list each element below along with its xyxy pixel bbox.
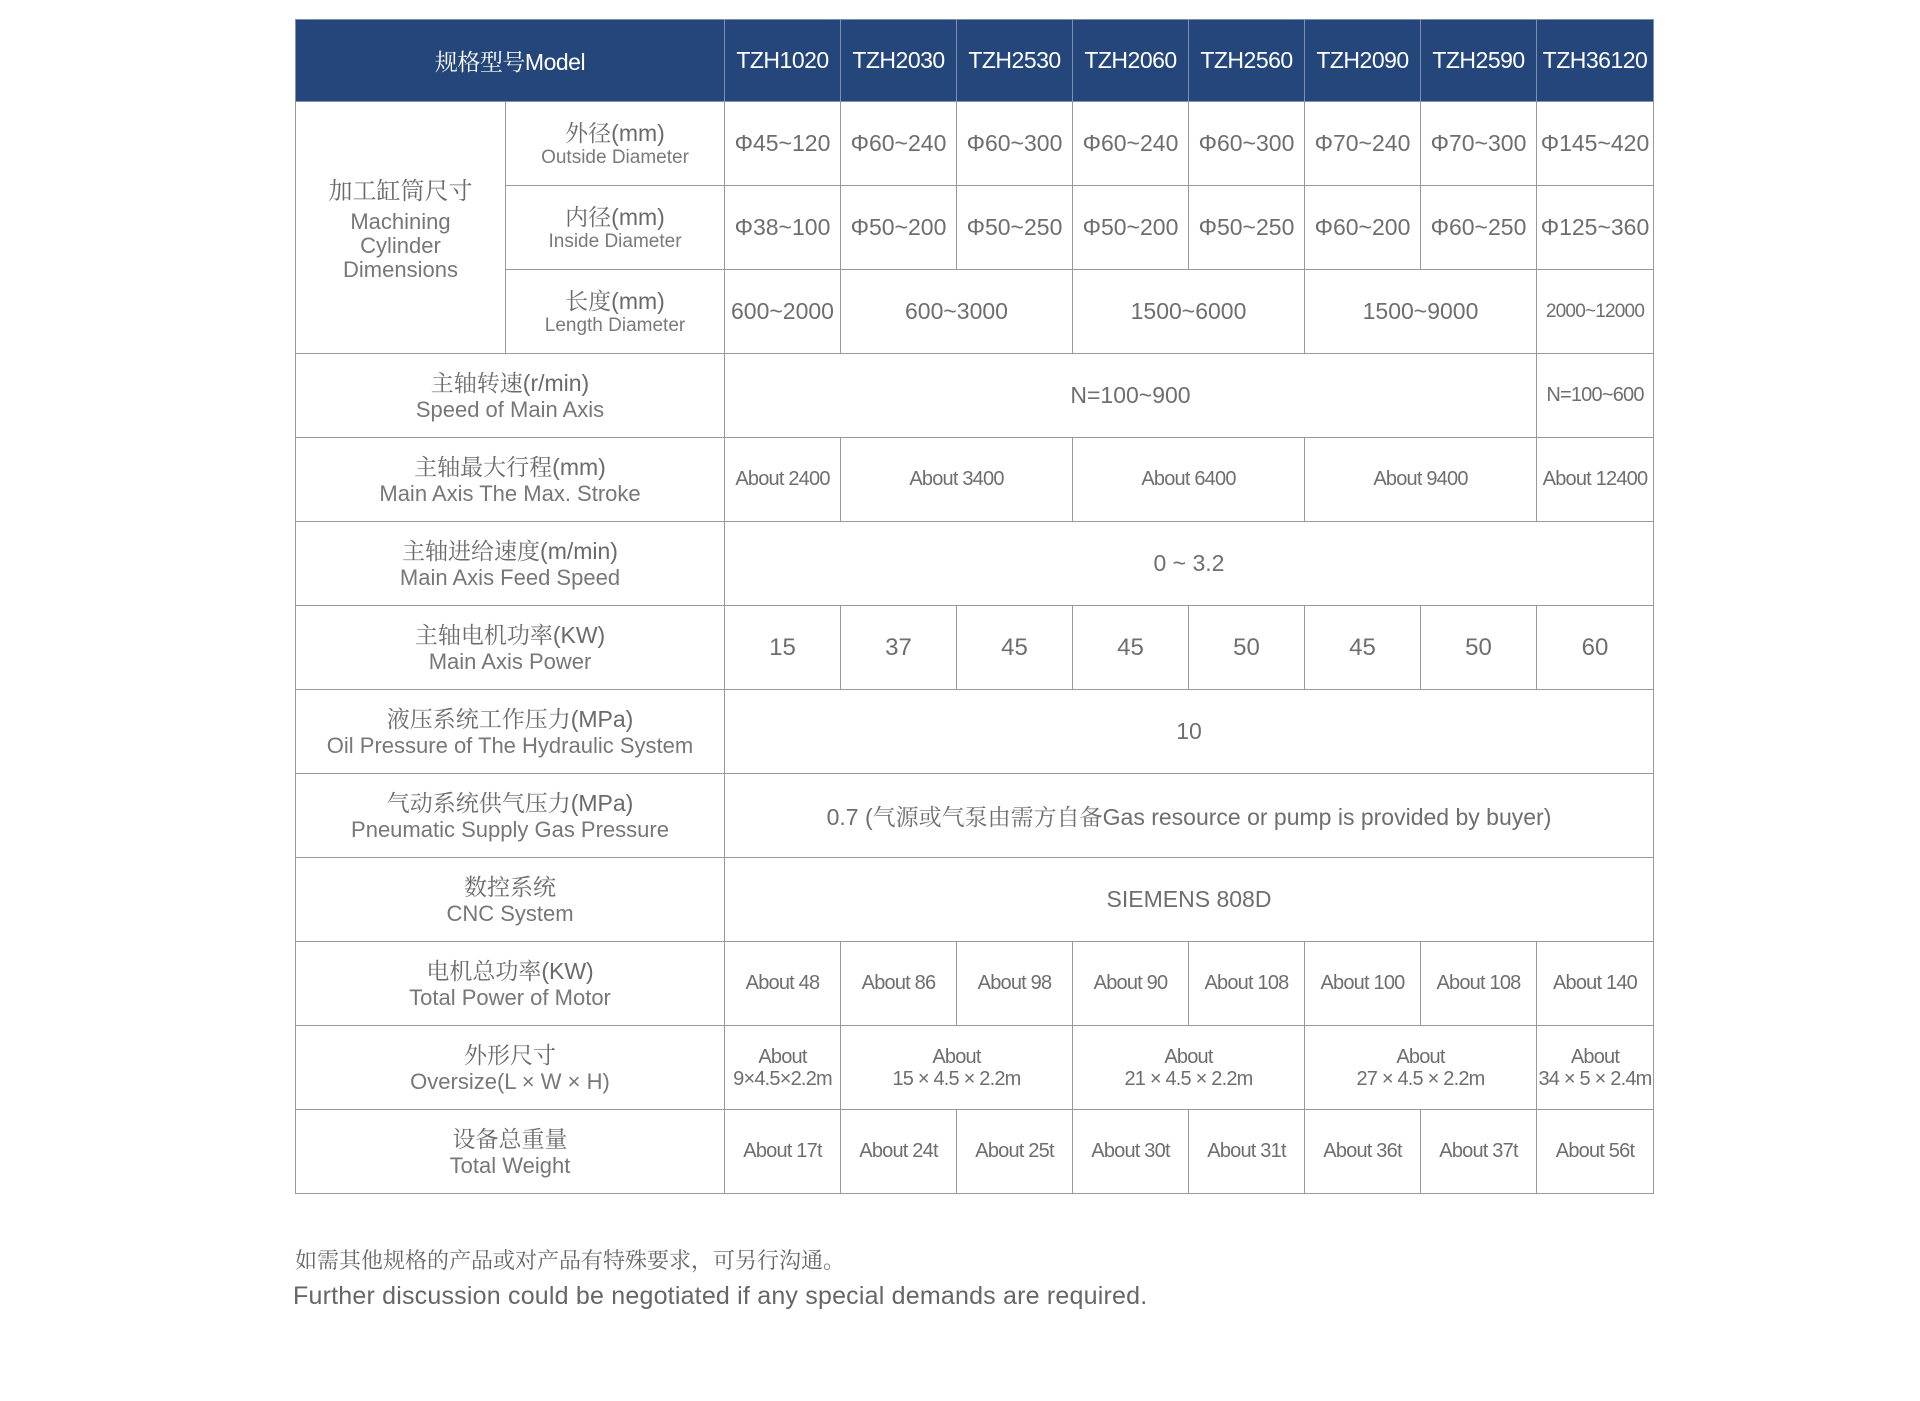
header-model-name: TZH2030	[841, 20, 957, 102]
group-label-en: Dimensions	[343, 256, 458, 282]
table-cell: About 3400	[841, 438, 1073, 522]
table-cell: Φ45~120	[725, 102, 841, 186]
row-label-zh: 液压系统工作压力(MPa)	[386, 705, 634, 732]
row-label-zh: 外径(mm)	[565, 119, 665, 146]
row-label-zh: 气动系统供气压力(MPa)	[386, 789, 634, 816]
table-cell: About 56t	[1537, 1110, 1654, 1194]
oversize-about: About	[758, 1045, 807, 1068]
row-label-zh: 数控系统	[464, 873, 556, 900]
total-weight-label	[296, 1110, 725, 1194]
feed-speed-label	[296, 522, 725, 606]
group-label-en: Cylinder	[360, 232, 441, 258]
total-power-label	[296, 942, 725, 1026]
table-cell: About 140	[1537, 942, 1654, 1026]
header-model-name: TZH2090	[1305, 20, 1421, 102]
stroke-label	[296, 438, 725, 522]
footnote-zh: 如需其他规格的产品或对产品有特殊要求，可另行沟通。	[295, 1248, 846, 1273]
table-cell: About 24t	[841, 1110, 957, 1194]
table-cell: 45	[1073, 606, 1189, 690]
row-label-zh: 内径(mm)	[565, 203, 665, 230]
row-label-zh: 长度(mm)	[565, 287, 665, 314]
row-label-zh: 主轴最大行程(mm)	[414, 453, 606, 480]
table-cell: 45	[957, 606, 1073, 690]
inside-diameter-label	[506, 186, 725, 270]
row-label-en: Inside Diameter	[548, 230, 682, 252]
main-axis-power-label	[296, 606, 725, 690]
row-label-en: Total Power of Motor	[409, 984, 611, 1010]
table-cell: About 9400	[1305, 438, 1537, 522]
header-model-name: TZH2530	[957, 20, 1073, 102]
table-cell: About 36t	[1305, 1110, 1421, 1194]
footnote-en: Further discussion could be negotiated if any special demands are required.	[293, 1282, 1148, 1310]
row-label-zh: 主轴进给速度(m/min)	[402, 537, 618, 564]
table-row	[296, 354, 1654, 438]
group-label-en: Machining	[350, 208, 451, 234]
table-row	[296, 690, 1654, 774]
row-label-en: Pneumatic Supply Gas Pressure	[351, 816, 669, 842]
table-row	[296, 942, 1654, 1026]
oversize-about: About	[1396, 1045, 1445, 1068]
header-row	[296, 20, 1654, 102]
row-label-en: Length Diameter	[544, 314, 686, 336]
oversize-value: 21 × 4.5 × 2.2m	[1124, 1067, 1253, 1090]
table-cell: Φ50~250	[1189, 186, 1305, 270]
table-cell: Φ70~240	[1305, 102, 1421, 186]
table-cell: Φ60~250	[1421, 186, 1537, 270]
table-cell: Φ60~200	[1305, 186, 1421, 270]
table-cell	[725, 1026, 841, 1110]
table-cell: Φ60~240	[1073, 102, 1189, 186]
table-cell: About 37t	[1421, 1110, 1537, 1194]
table-cell: 60	[1537, 606, 1654, 690]
table-cell: Φ60~300	[957, 102, 1073, 186]
speed-label	[296, 354, 725, 438]
table-cell: 2000~12000	[1537, 270, 1654, 354]
table-cell: About 98	[957, 942, 1073, 1026]
table-cell: 0 ~ 3.2	[725, 522, 1654, 606]
table-cell: Φ50~200	[841, 186, 957, 270]
row-label-en: Outside Diameter	[541, 146, 689, 168]
header-model-name: TZH2560	[1189, 20, 1305, 102]
row-label-zh: 电机总功率(KW)	[426, 957, 594, 984]
table-cell: About 108	[1189, 942, 1305, 1026]
header-model-name: TZH2590	[1421, 20, 1537, 102]
table-row	[296, 438, 1654, 522]
table-cell	[841, 1026, 1073, 1110]
table-cell: 600~3000	[841, 270, 1073, 354]
table-row	[296, 522, 1654, 606]
table-cell: About 25t	[957, 1110, 1073, 1194]
gas-pressure-label	[296, 774, 725, 858]
table-cell: About 6400	[1073, 438, 1305, 522]
table-cell: Φ145~420	[1537, 102, 1654, 186]
row-label-en: Oil Pressure of The Hydraulic System	[326, 732, 694, 758]
table-cell: 50	[1421, 606, 1537, 690]
cnc-system-label	[296, 858, 725, 942]
table-cell: Φ38~100	[725, 186, 841, 270]
table-cell: About 17t	[725, 1110, 841, 1194]
row-label-zh: 设备总重量	[452, 1125, 568, 1152]
table-cell	[1073, 1026, 1305, 1110]
table-cell: 37	[841, 606, 957, 690]
table-cell: 1500~9000	[1305, 270, 1537, 354]
oversize-about: About	[1164, 1045, 1213, 1068]
row-label-en: CNC System	[446, 900, 574, 926]
oversize-about: About	[932, 1045, 981, 1068]
header-model-name: TZH1020	[725, 20, 841, 102]
table-cell: 45	[1305, 606, 1421, 690]
table-cell: 10	[725, 690, 1654, 774]
table-row	[296, 606, 1654, 690]
table-cell: About 30t	[1073, 1110, 1189, 1194]
machining-group-label	[296, 102, 506, 354]
oversize-value: 27 × 4.5 × 2.2m	[1356, 1067, 1485, 1090]
oversize-value: 34 × 5 × 2.4m	[1538, 1067, 1652, 1090]
outside-diameter-label	[506, 102, 725, 186]
table-cell: About 108	[1421, 942, 1537, 1026]
header-model-label: 规格型号Model	[296, 20, 725, 102]
table-row	[296, 774, 1654, 858]
table-cell: About 90	[1073, 942, 1189, 1026]
table-cell: About 86	[841, 942, 957, 1026]
oversize-value: 15 × 4.5 × 2.2m	[892, 1067, 1021, 1090]
table-cell: 50	[1189, 606, 1305, 690]
table-cell: Φ60~300	[1189, 102, 1305, 186]
table-cell: 0.7 (气源或气泵由需方自备Gas resource or pump is provided by buyer)	[725, 774, 1654, 858]
table-row	[296, 858, 1654, 942]
table-cell: SIEMENS 808D	[725, 858, 1654, 942]
row-label-en: Speed of Main Axis	[415, 396, 605, 422]
oversize-about: About	[1570, 1045, 1620, 1068]
table-row	[296, 1026, 1654, 1110]
table-cell: 600~2000	[725, 270, 841, 354]
group-label-zh: 加工缸筒尺寸	[328, 177, 473, 205]
table-cell: About 2400	[725, 438, 841, 522]
row-label-zh: 主轴转速(r/min)	[430, 369, 590, 396]
oil-pressure-label	[296, 690, 725, 774]
header-model-name: TZH36120	[1537, 20, 1654, 102]
oversize-value: 9×4.5×2.2m	[733, 1067, 832, 1090]
table-row	[296, 1110, 1654, 1194]
row-label-zh: 主轴电机功率(KW)	[414, 621, 606, 648]
table-cell: Φ50~250	[957, 186, 1073, 270]
table-row	[296, 102, 1654, 186]
oversize-label	[296, 1026, 725, 1110]
table-cell: About 48	[725, 942, 841, 1026]
row-label-en: Total Weight	[449, 1152, 571, 1178]
table-cell: Φ60~240	[841, 102, 957, 186]
table-cell: N=100~600	[1537, 354, 1654, 438]
spec-table	[295, 19, 1654, 1194]
table-cell: N=100~900	[725, 354, 1537, 438]
table-cell: Φ125~360	[1537, 186, 1654, 270]
table-cell: 1500~6000	[1073, 270, 1305, 354]
table-cell: 15	[725, 606, 841, 690]
table-cell: About 100	[1305, 942, 1421, 1026]
table-cell: Φ70~300	[1421, 102, 1537, 186]
length-label	[506, 270, 725, 354]
table-cell: About 12400	[1537, 438, 1654, 522]
table-cell	[1537, 1026, 1654, 1110]
row-label-zh: 外形尺寸	[464, 1041, 556, 1068]
table-cell: Φ50~200	[1073, 186, 1189, 270]
row-label-en: Oversize(L × W × H)	[410, 1068, 610, 1094]
table-cell: About 31t	[1189, 1110, 1305, 1194]
row-label-en: Main Axis The Max. Stroke	[379, 480, 641, 506]
row-label-en: Main Axis Feed Speed	[399, 564, 621, 590]
table-cell	[1305, 1026, 1537, 1110]
row-label-en: Main Axis Power	[428, 648, 592, 674]
header-model-name: TZH2060	[1073, 20, 1189, 102]
